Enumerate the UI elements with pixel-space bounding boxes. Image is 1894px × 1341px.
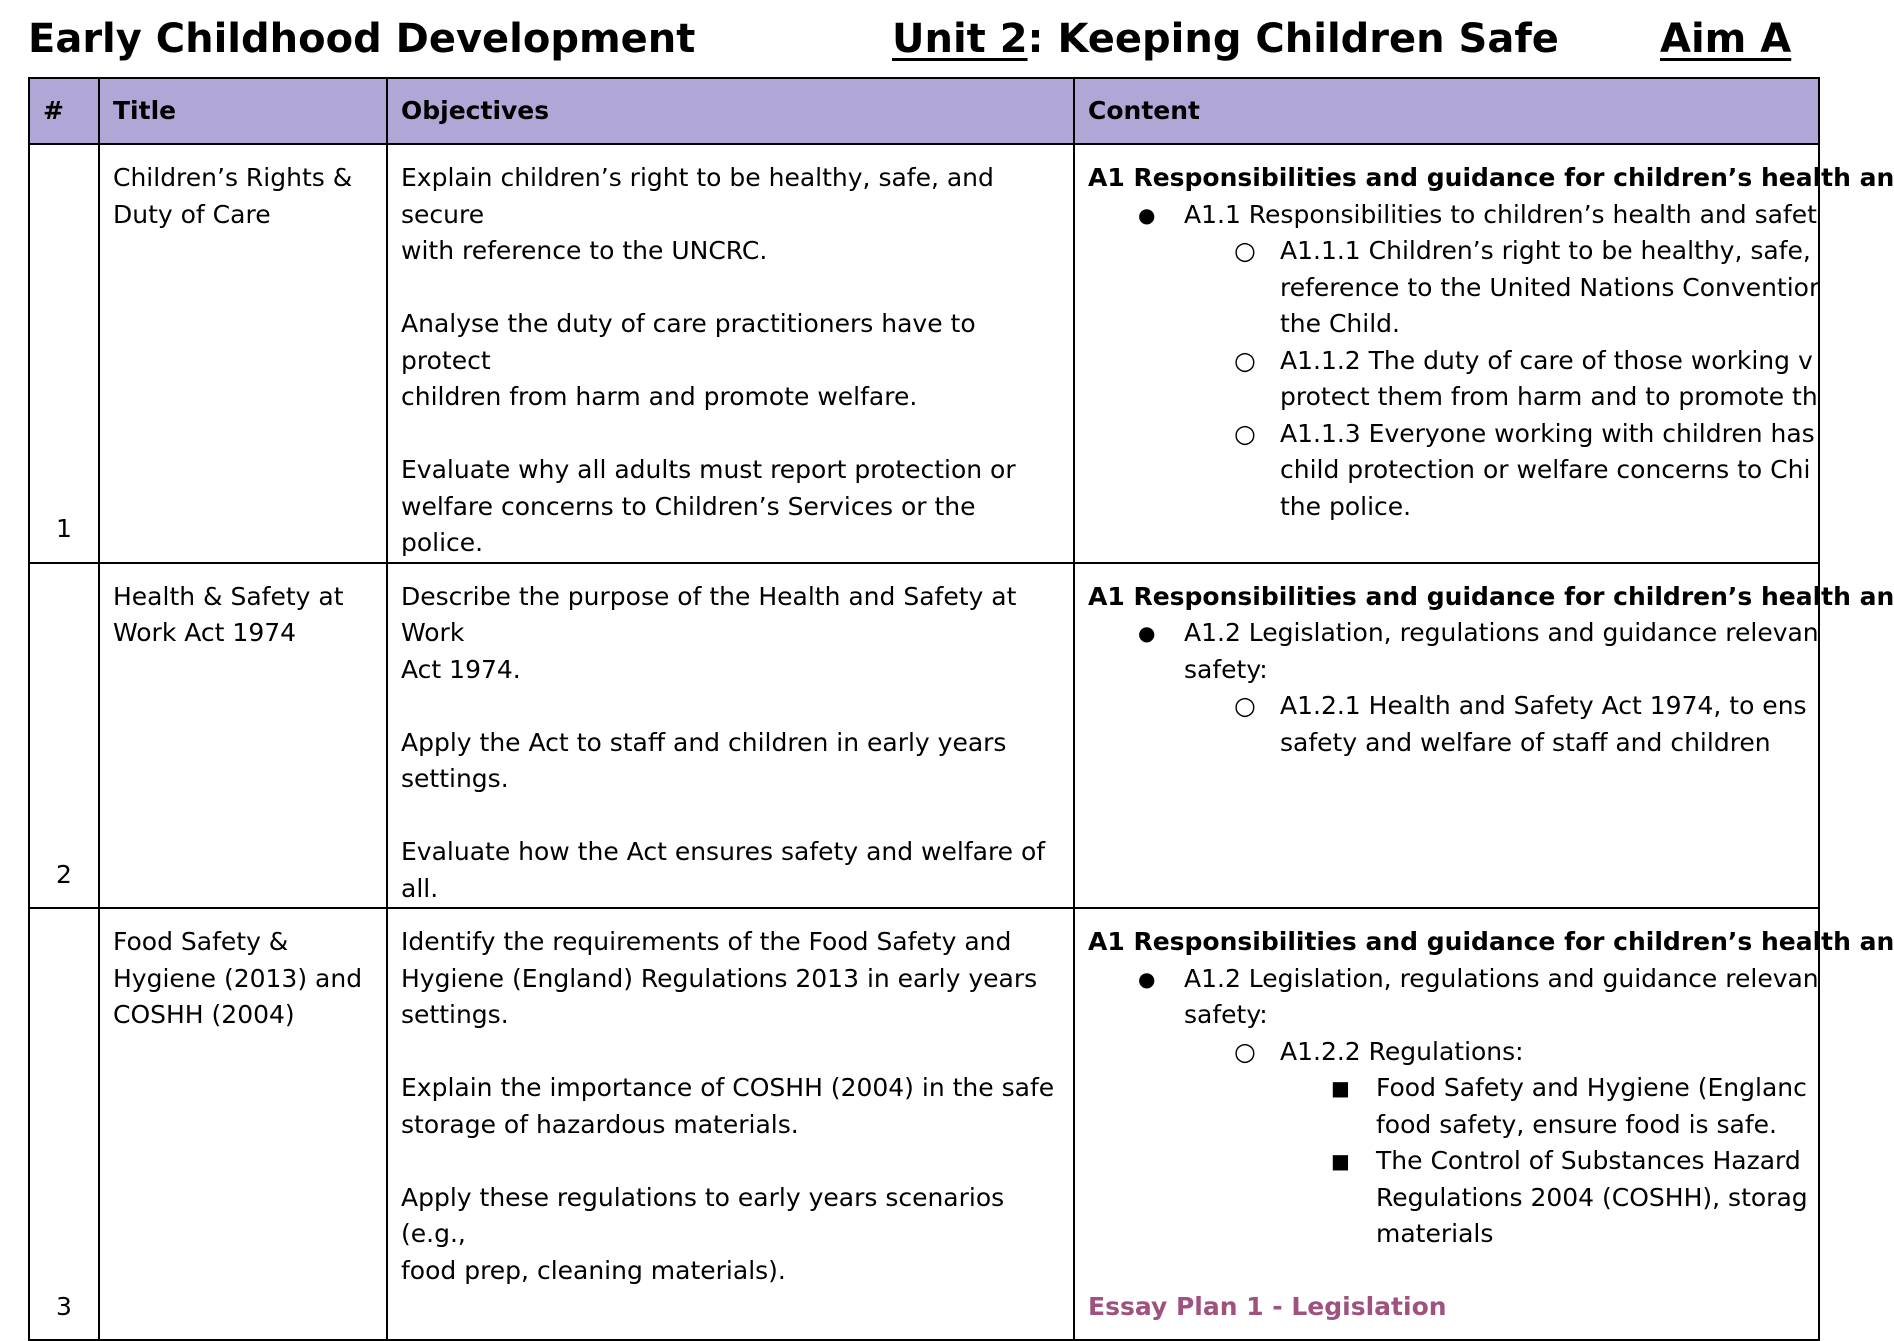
col-header-number: #: [29, 78, 99, 144]
content-list-item: [1088, 1070, 1805, 1143]
bullet-disc-icon: ●: [1138, 621, 1156, 645]
bullet-disc-icon: ●: [1138, 202, 1156, 227]
table-header-row: [29, 78, 1819, 144]
content-list-item: [1088, 1034, 1805, 1071]
row-number: 1: [56, 514, 72, 543]
content-line: A1.2.1 Health and Safety Act 1974, to ens: [1280, 691, 1807, 720]
row-content-cell: [1074, 563, 1894, 909]
bullet-square-icon: ■: [1331, 1076, 1350, 1100]
row-title-line: Duty of Care: [113, 199, 271, 229]
content-line: The Control of Substances Hazard: [1376, 1146, 1801, 1175]
bullet-circle-icon: ○: [1234, 1036, 1256, 1066]
row-content-cell: [1074, 144, 1894, 563]
bullet-circle-icon: ○: [1234, 691, 1256, 720]
row-number-cell: [29, 144, 99, 563]
bullet-circle-icon: ○: [1234, 418, 1256, 448]
objective-line: Analyse the duty of care practitioners have to protect: [401, 309, 976, 375]
bullet-circle-icon: ○: [1234, 236, 1256, 265]
row-title-line: Hygiene (2013) and: [113, 963, 363, 993]
row-title-cell: [99, 144, 387, 563]
objective-line: welfare concerns to Children’s Services or the police.: [401, 491, 976, 557]
row-title-line: Children’s Rights &: [113, 163, 353, 192]
objective-paragraph: [401, 1180, 1060, 1290]
bullet-disc-icon: ●: [1138, 966, 1156, 991]
unit-label: Unit 2: [892, 16, 1028, 62]
content-list-item: [1088, 615, 1819, 688]
content-list-item: [1088, 416, 1815, 526]
content-line: Food Safety and Hygiene (Englanc: [1376, 1073, 1807, 1102]
objective-line: Hygiene (England) Regulations 2013 in early years: [401, 963, 1038, 993]
content-line: materials: [1376, 1219, 1494, 1248]
table-row: [29, 563, 1819, 909]
objective-line: Apply the Act to staff and children in early years: [401, 727, 1007, 757]
content-line: the Child.: [1280, 309, 1400, 338]
row-title-cell: [99, 908, 387, 1340]
content-list-item: [1088, 688, 1805, 761]
col-header-content: Content: [1074, 78, 1819, 144]
content-line: safety:: [1184, 1000, 1268, 1029]
content-heading: A1 Responsibilities and guidance for children’s health an: [1088, 927, 1894, 956]
content-heading: A1 Responsibilities and guidance for children’s health an: [1088, 581, 1894, 611]
objective-paragraph: [401, 924, 1060, 1034]
content-line: A1.1.1 Children’s right to be healthy, safe,: [1280, 236, 1811, 265]
content-line: A1.2 Legislation, regulations and guidance relevan: [1184, 963, 1819, 993]
content-list-item: [1088, 197, 1817, 234]
objective-line: settings.: [401, 1000, 509, 1029]
row-title-line: Health & Safety at: [113, 581, 344, 611]
row-number-cell: [29, 908, 99, 1340]
content-line: A1.2.2 Regulations:: [1280, 1036, 1524, 1066]
row-objectives-cell: [387, 563, 1074, 909]
essay-plan-link[interactable]: Essay Plan 1 - Legislation: [1088, 1291, 1447, 1321]
row-content-cell: [1074, 908, 1894, 1340]
objective-line: all.: [401, 873, 439, 903]
table-row: [29, 144, 1819, 563]
objective-line: children from harm and promote welfare.: [401, 382, 918, 411]
objective-line: with reference to the UNCRC.: [401, 236, 768, 265]
objective-paragraph: [401, 725, 1060, 798]
row-title-cell: [99, 563, 387, 909]
row-title-line: Work Act 1974: [113, 618, 297, 647]
row-number: 3: [56, 1291, 72, 1321]
row-number: 2: [56, 859, 72, 889]
objective-paragraph: [401, 160, 1060, 270]
col-header-title: Title: [99, 78, 387, 144]
row-objectives-cell: [387, 144, 1074, 563]
row-objectives-cell: [387, 908, 1074, 1340]
objective-line: Act 1974.: [401, 654, 521, 684]
unit-heading: [892, 14, 1559, 64]
subject-title: Early Childhood Development: [28, 16, 696, 62]
content-line: the police.: [1280, 491, 1412, 521]
content-line: safety:: [1184, 654, 1268, 684]
objective-paragraph: [401, 452, 1060, 562]
objective-line: food prep, cleaning materials).: [401, 1255, 786, 1285]
objective-line: storage of hazardous materials.: [401, 1109, 799, 1139]
content-line: A1.1.2 The duty of care of those working v: [1280, 345, 1813, 375]
aim-label: Aim A: [1660, 16, 1792, 62]
objective-paragraph: [401, 1070, 1060, 1143]
aim-heading: [1660, 14, 1791, 64]
content-line: child protection or welfare concerns to Chi: [1280, 455, 1811, 484]
row-title-line: COSHH (2004): [113, 1000, 295, 1029]
objective-line: Evaluate why all adults must report protection or: [401, 455, 1016, 484]
objective-paragraph: [401, 834, 1060, 907]
row-title-line: Food Safety &: [113, 927, 289, 956]
content-line: food safety, ensure food is safe.: [1376, 1109, 1777, 1139]
objective-line: Describe the purpose of the Health and Safety at Work: [401, 581, 1017, 647]
content-list-item: [1088, 233, 1820, 343]
content-line: protect them from harm and to promote th: [1280, 382, 1818, 411]
objective-line: Explain the importance of COSHH (2004) in the safe: [401, 1073, 1055, 1102]
objective-line: Apply these regulations to early years scenarios (e.g.,: [401, 1182, 1005, 1248]
content-list-item: [1088, 961, 1819, 1034]
table-row: [29, 908, 1819, 1340]
objective-paragraph: [401, 306, 1060, 416]
unit-title: : Keeping Children Safe: [1027, 16, 1559, 62]
lesson-table: [28, 77, 1894, 1341]
col-header-objectives: Objectives: [387, 78, 1074, 144]
content-line: Regulations 2004 (COSHH), storag: [1376, 1182, 1808, 1212]
content-list-item: [1088, 1143, 1808, 1253]
objective-line: Identify the requirements of the Food Safety and: [401, 927, 1012, 956]
row-number-cell: [29, 563, 99, 909]
content-line: A1.1 Responsibilities to children’s health and safet: [1184, 199, 1817, 229]
objective-line: Evaluate how the Act ensures safety and welfare of: [401, 837, 1046, 866]
objective-line: settings.: [401, 764, 509, 793]
content-line: A1.1.3 Everyone working with children has: [1280, 418, 1815, 448]
content-line: A1.2 Legislation, regulations and guidance relevan: [1184, 618, 1819, 647]
content-heading: A1 Responsibilities and guidance for children’s health an: [1088, 163, 1894, 192]
content-list-item: [1088, 343, 1818, 416]
bullet-circle-icon: ○: [1234, 345, 1256, 375]
objective-paragraph: [401, 579, 1060, 689]
objective-line: Explain children’s right to be healthy, safe, and secure: [401, 163, 994, 229]
content-line: safety and welfare of staff and children: [1280, 727, 1771, 757]
bullet-square-icon: ■: [1331, 1149, 1350, 1173]
content-line: reference to the United Nations Conventior: [1280, 272, 1820, 302]
